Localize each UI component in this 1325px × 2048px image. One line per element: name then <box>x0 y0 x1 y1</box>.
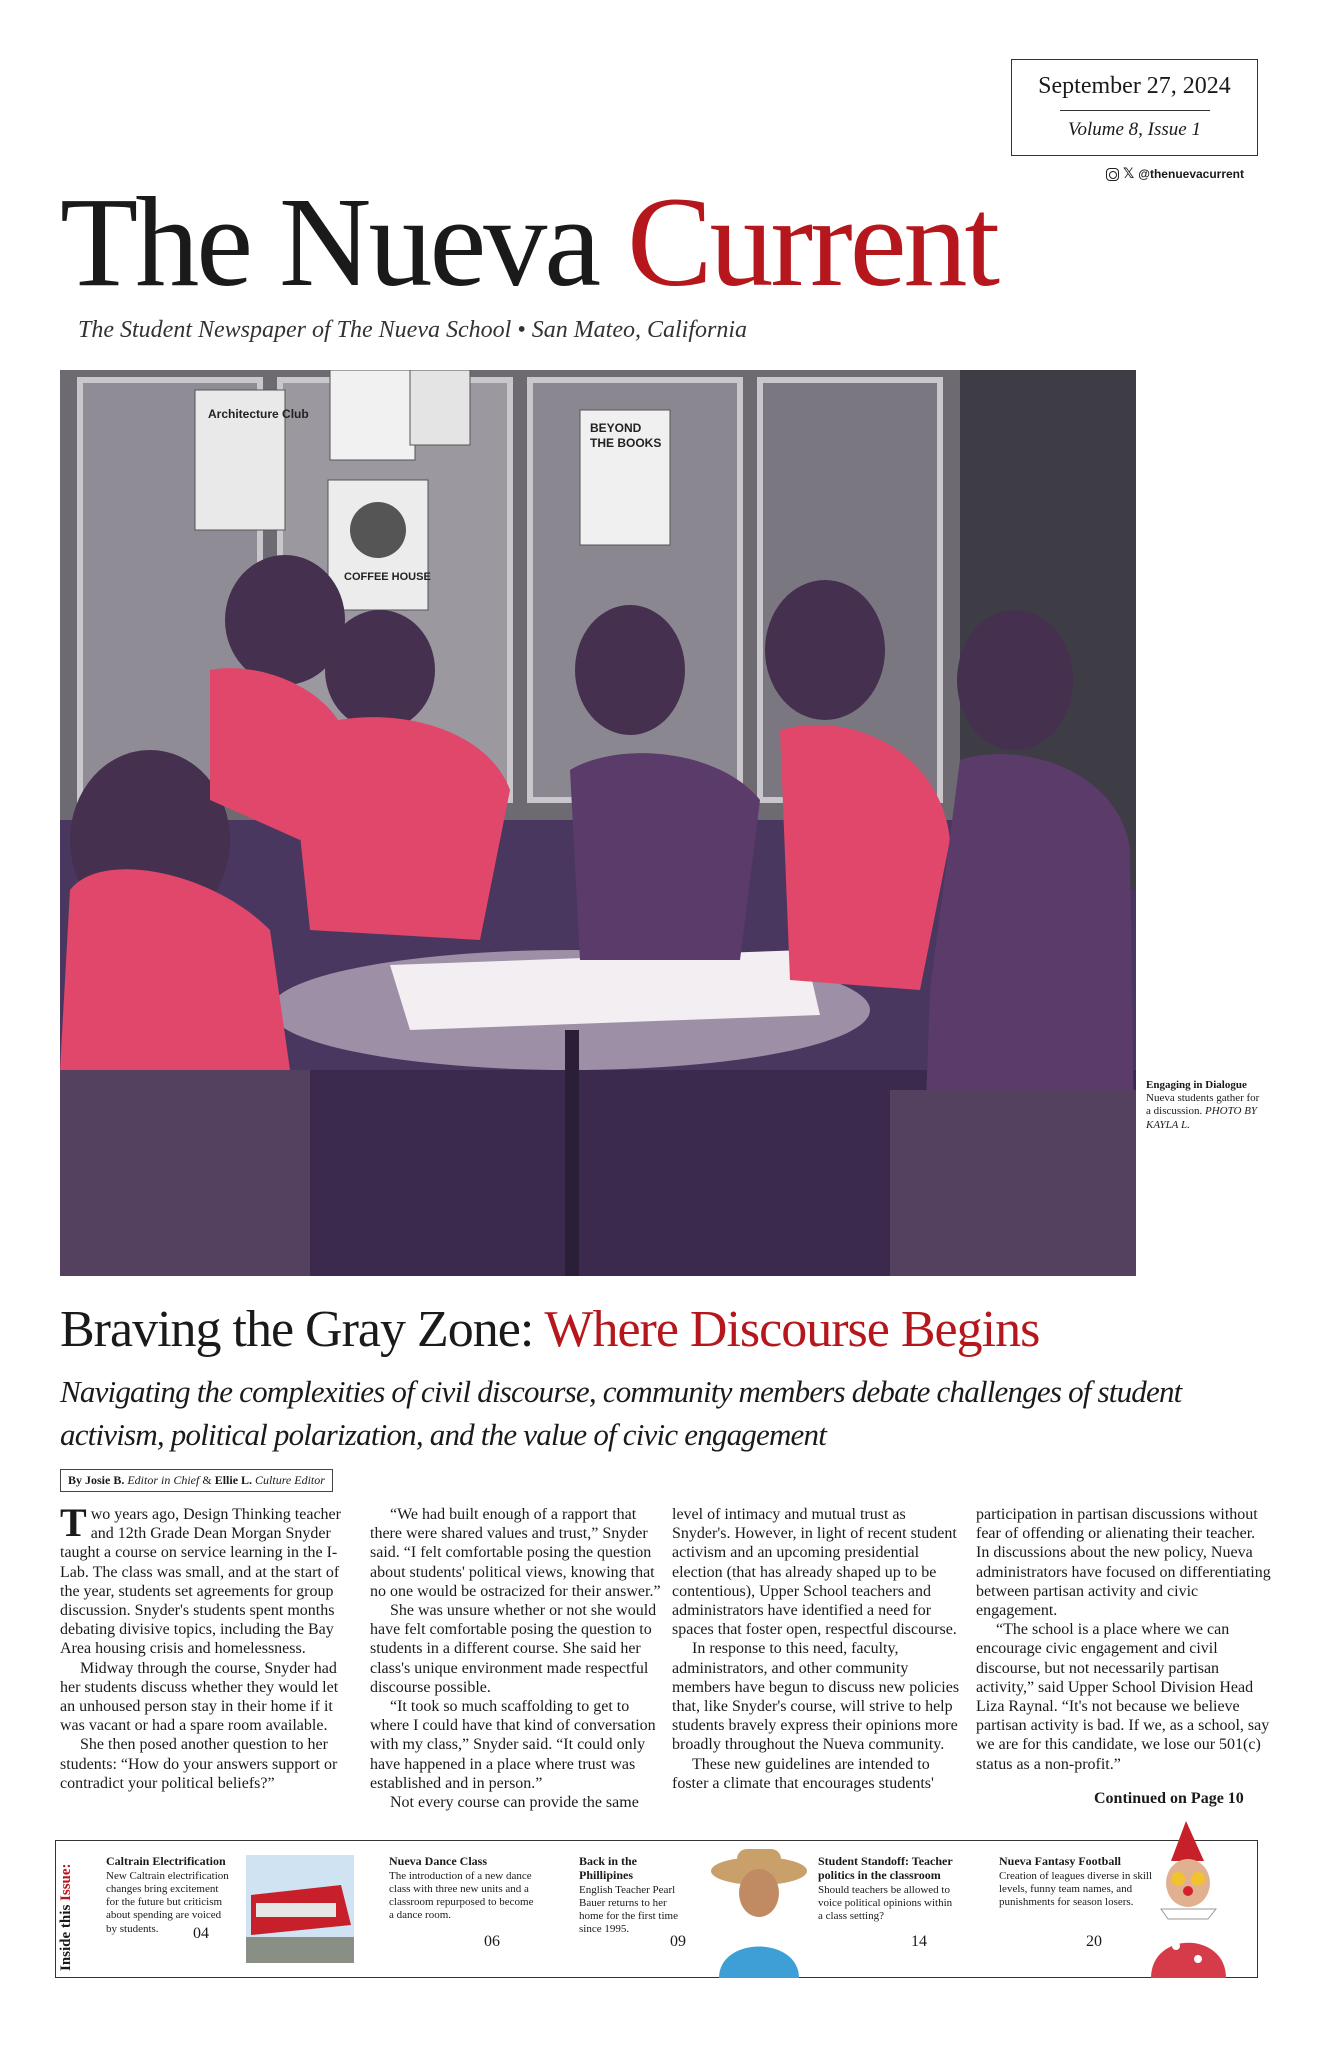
issue-date: September 27, 2024 <box>1038 73 1231 99</box>
headline-main: Braving the Gray Zone: <box>60 1301 534 1358</box>
paragraph: “It took so much scaffolding to get to where I could have that kind of conversation with my class,” Snyder said. “It could only have happened in a place where trust was established and in person.” <box>370 1698 656 1792</box>
article-headline[interactable] <box>60 1300 1039 1359</box>
inside-label: Inside this Issue: <box>58 1863 74 1971</box>
caption-title: Engaging in Dialogue <box>1146 1079 1247 1091</box>
inside-item-dance[interactable]: Nueva Dance Class The introduction of a new dance class with three new units and a classroom repurposed to become a dance room. <box>389 1854 534 1922</box>
masthead-title-accent: Current <box>627 171 998 313</box>
paragraph: “The school is a place where we can encourage civic engagement and civil discourse, but not necessarily partisan activity,” said Upper School Division Head Liza Raynal. “It's not because we believe partisan activity is bad. If we, as a school, say we are for this candidate, we lose our 501(c) status as a non-profit.” <box>976 1621 1270 1773</box>
poster-books-line1: BEYOND <box>590 421 642 435</box>
paragraph: These new guidelines are intended to foster a climate that encourages students' <box>672 1755 934 1792</box>
clown-thumbnail <box>1136 1821 1236 1978</box>
inside-item-phillipines[interactable]: Back in the Phillipines English Teacher Pearl Bauer returns to her home for the first time since 1995. <box>579 1854 678 1936</box>
inside-item-standoff[interactable]: Student Standoff: Teacher politics in the classroom Should teachers be allowed to voice political opinions within a class setting? <box>818 1854 953 1922</box>
poster-coffee-text: COFFEE HOUSE <box>344 571 431 583</box>
masthead <box>60 171 998 313</box>
instagram-icon <box>1106 168 1119 181</box>
article-column-4 <box>976 1505 1271 1774</box>
caption-credit: PHOTO BY KAYLA L. <box>1146 1105 1258 1131</box>
issue-info-box <box>1011 59 1258 156</box>
caption-text: Nueva students gather for a discussion. PHOTO BY KAYLA L. <box>1146 1092 1260 1131</box>
issue-volume: Volume 8, Issue 1 <box>1068 119 1201 140</box>
paragraph: “We had built enough of a rapport that there were shared values and trust,” Snyder said. “I felt comfortable posing the question about students' political views, knowing that no one would be ostracized for their answer.” <box>370 1506 661 1600</box>
social-handle: @thenuevacurrent <box>1138 167 1245 181</box>
drop-cap: T <box>60 1500 87 1545</box>
byline: By Josie B. Editor in Chief & Ellie L. Culture Editor <box>60 1469 333 1492</box>
paragraph: She then posed another question to her students: “How do your answers support or contradict your political beliefs?” <box>60 1736 338 1792</box>
inside-this-issue <box>55 1840 1258 1978</box>
page-number[interactable]: 04 <box>193 1925 209 1942</box>
train-thumbnail <box>246 1855 354 1963</box>
paragraph: Two years ago, Design Thinking teacher and 12th Grade Dean Morgan Snyder taught a course on service learning in the I-Lab. The class was small, and at the start of the year, students set agreements for group discussion. Snyder's students spent months debating divisive topics, including the Bay Area housing crisis and homelessness. <box>60 1500 341 1658</box>
article-deck: Navigating the complexities of civil discourse, community members debate challenges of student activism, political polarization, and the value of civic engagement <box>60 1374 1182 1452</box>
cover-photo <box>60 370 1136 1276</box>
paragraph: Midway through the course, Snyder had her students discuss whether they would let an unhoused person stay in their home if it was vacant or had a spare room available. <box>60 1659 339 1735</box>
paragraph: participation in partisan discussions without fear of offending or alienating their teacher. In discussions about the new policy, Nueva administrators have focused on differentiating between partisan activity and civic engagement. <box>976 1506 1271 1620</box>
poster-books-line2: THE BOOKS <box>590 436 662 450</box>
poster-architecture-text: Architecture Club <box>208 407 309 421</box>
masthead-title: The Nueva <box>60 171 599 313</box>
social-handle-row[interactable] <box>1106 166 1244 182</box>
tagline: The Student Newspaper of The Nueva School • San Mateo, California <box>78 317 748 343</box>
article-column-3 <box>672 1505 967 1793</box>
inside-item-caltrain[interactable]: Caltrain Electrification New Caltrain electrification changes bring excitement for the future but criticism about spending are voiced by students. <box>106 1854 229 1935</box>
continued-link[interactable]: Continued on Page 10 <box>1094 1790 1244 1807</box>
headline-accent: Where Discourse Begins <box>544 1301 1040 1358</box>
paragraph: level of intimacy and mutual trust as Snyder's. However, in light of recent student activism and an upcoming presidential election (that has already shaped up to be contentious), Upper School teachers and administrators have identified a need for spaces that foster open, respectful discourse. <box>672 1506 957 1639</box>
page-number[interactable]: 09 <box>670 1933 686 1950</box>
cover-photo-illustration <box>60 370 1136 1276</box>
paragraph: In response to this need, faculty, administrators, and other community members have begun to discuss new policies that, like Snyder's course, will strive to help students bravely express their opinions more broadly throughout the Nueva community. <box>672 1640 960 1754</box>
page-number[interactable]: 20 <box>1086 1933 1102 1950</box>
inside-item-fantasy-football[interactable]: Nueva Fantasy Football Creation of leagues diverse in skill levels, funny team names, and punishments for season losers. <box>999 1854 1153 1909</box>
paragraph: She was unsure whether or not she would have felt comfortable posing the question to students in a different course. She said her class's unique environment made respectful discourse possible. <box>370 1602 657 1696</box>
page-number[interactable]: 14 <box>911 1933 927 1950</box>
photo-caption <box>1146 1079 1266 1132</box>
page-number[interactable]: 06 <box>484 1933 500 1950</box>
divider <box>1060 110 1210 111</box>
x-icon: 𝕏 <box>1123 166 1135 182</box>
article-column-2 <box>370 1505 665 1812</box>
teacher-portrait-thumbnail <box>704 1841 814 1978</box>
paragraph: Not every course can provide the same <box>390 1794 639 1812</box>
article-column-1 <box>60 1500 355 1793</box>
